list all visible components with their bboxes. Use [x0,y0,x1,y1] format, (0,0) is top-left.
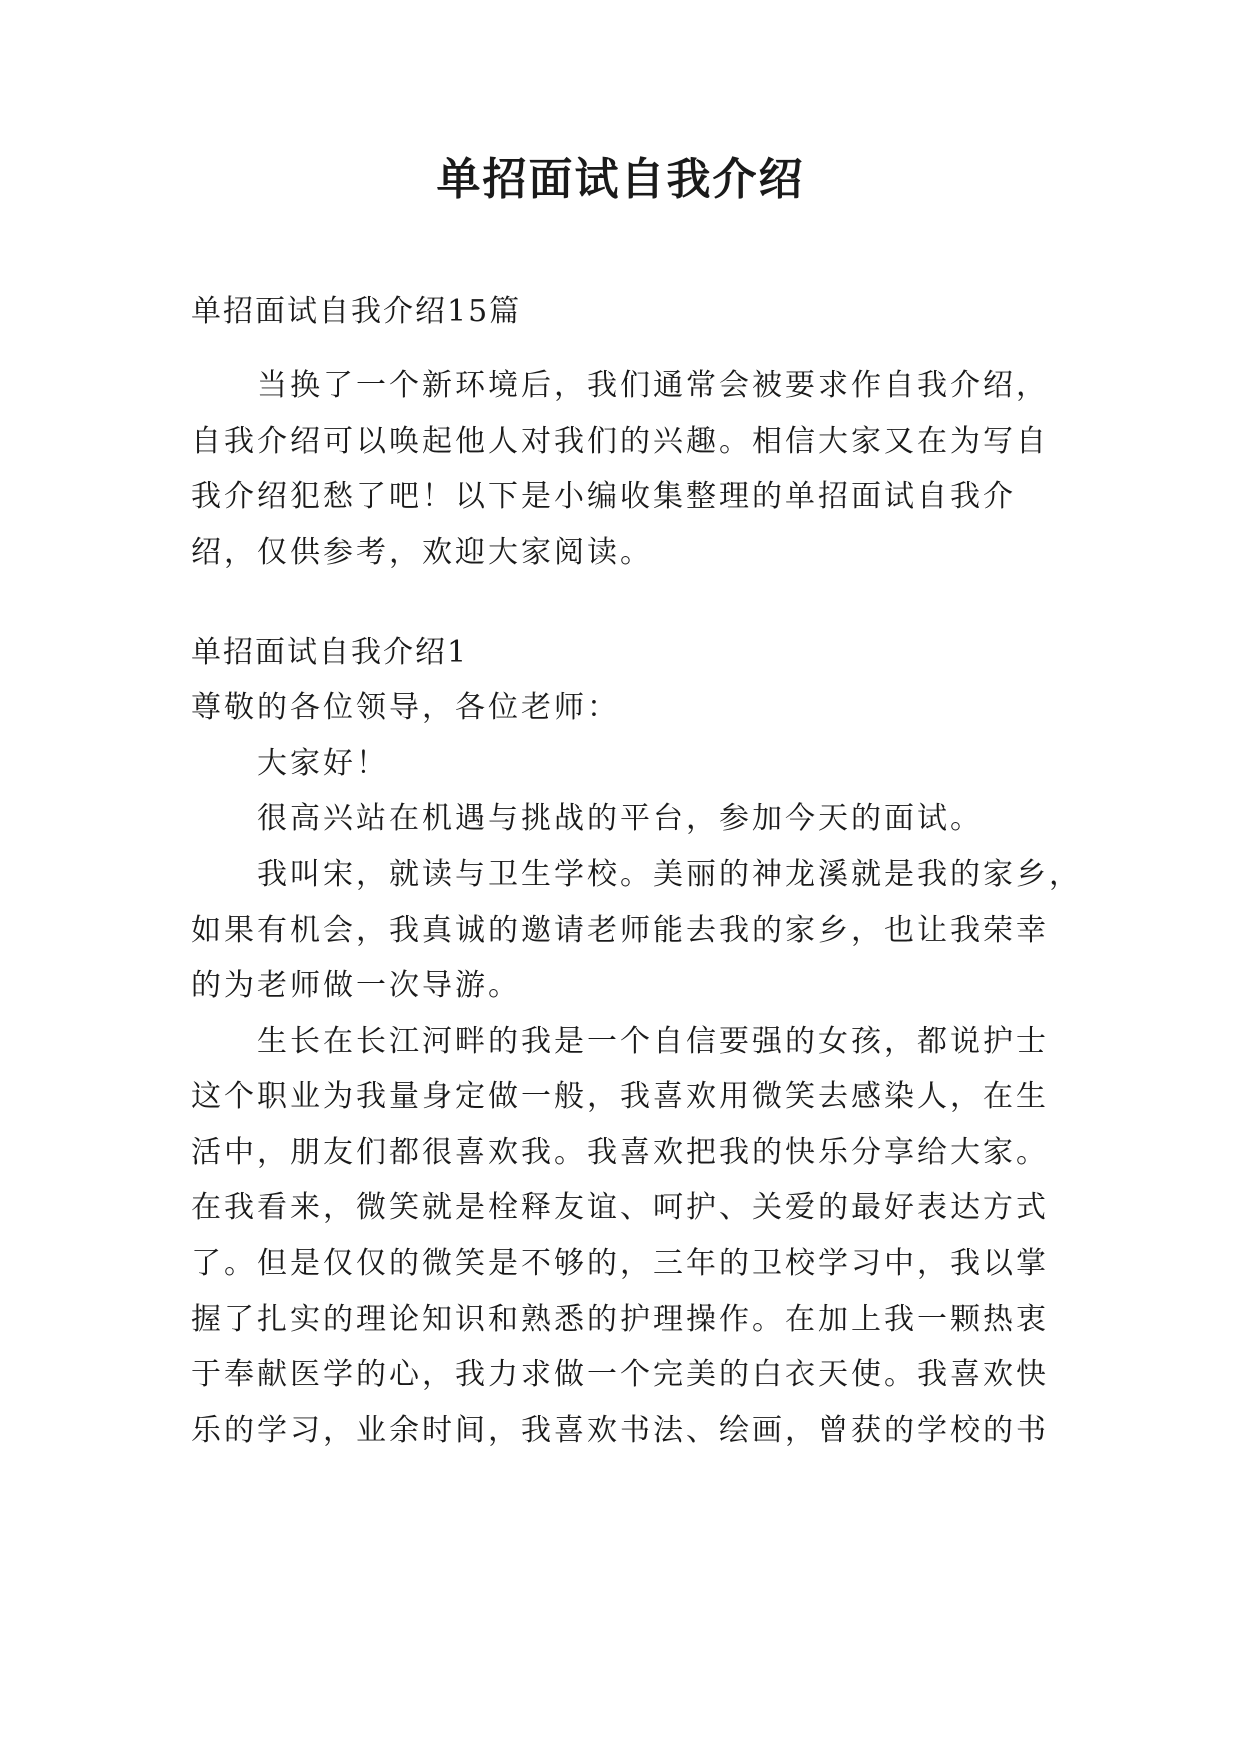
intro-line: 绍，仅供参考，欢迎大家阅读。 [191,535,653,570]
body-line: 我叫宋，就读与卫生学校。美丽的神龙溪就是我的家乡， [257,857,1082,892]
body-line: 于奉献医学的心，我力求做一个完美的白衣天使。我喜欢快 [191,1357,1049,1392]
document-title: 单招面试自我介绍 [436,154,805,205]
body-line: 这个职业为我量身定做一般，我喜欢用微笑去感染人，在生 [191,1079,1049,1114]
intro-line: 自我介绍可以唤起他人对我们的兴趣。相信大家又在为写自 [191,424,1049,459]
body-line: 握了扎实的理论知识和熟悉的护理操作。在加上我一颗热衷 [191,1302,1049,1337]
intro-line: 当换了一个新环境后，我们通常会被要求作自我介绍， [257,368,1049,403]
body-line: 活中，朋友们都很喜欢我。我喜欢把我的快乐分享给大家。 [191,1135,1049,1170]
body-line: 了。但是仅仅的微笑是不够的，三年的卫校学习中，我以掌 [191,1246,1049,1281]
body-line: 的为老师做一次导游。 [191,968,521,1003]
body-line: 如果有机会，我真诚的邀请老师能去我的家乡，也让我荣幸 [191,913,1049,948]
body-line: 乐的学习，业余时间，我喜欢书法、绘画，曾获的学校的书 [191,1413,1049,1448]
section-heading: 单招面试自我介绍1 [191,635,469,670]
body-line: 很高兴站在机遇与挑战的平台，参加今天的面试。 [257,801,983,836]
salutation: 尊敬的各位领导，各位老师： [191,690,620,725]
body-line: 大家好！ [257,746,389,781]
body-line: 在我看来，微笑就是栓释友谊、呵护、关爱的最好表达方式 [191,1190,1049,1225]
intro-line: 我介绍犯愁了吧！以下是小编收集整理的单招面试自我介 [191,479,1016,514]
document-subtitle: 单招面试自我介绍15篇 [191,294,522,329]
body-line: 生长在长江河畔的我是一个自信要强的女孩，都说护士 [257,1024,1049,1059]
